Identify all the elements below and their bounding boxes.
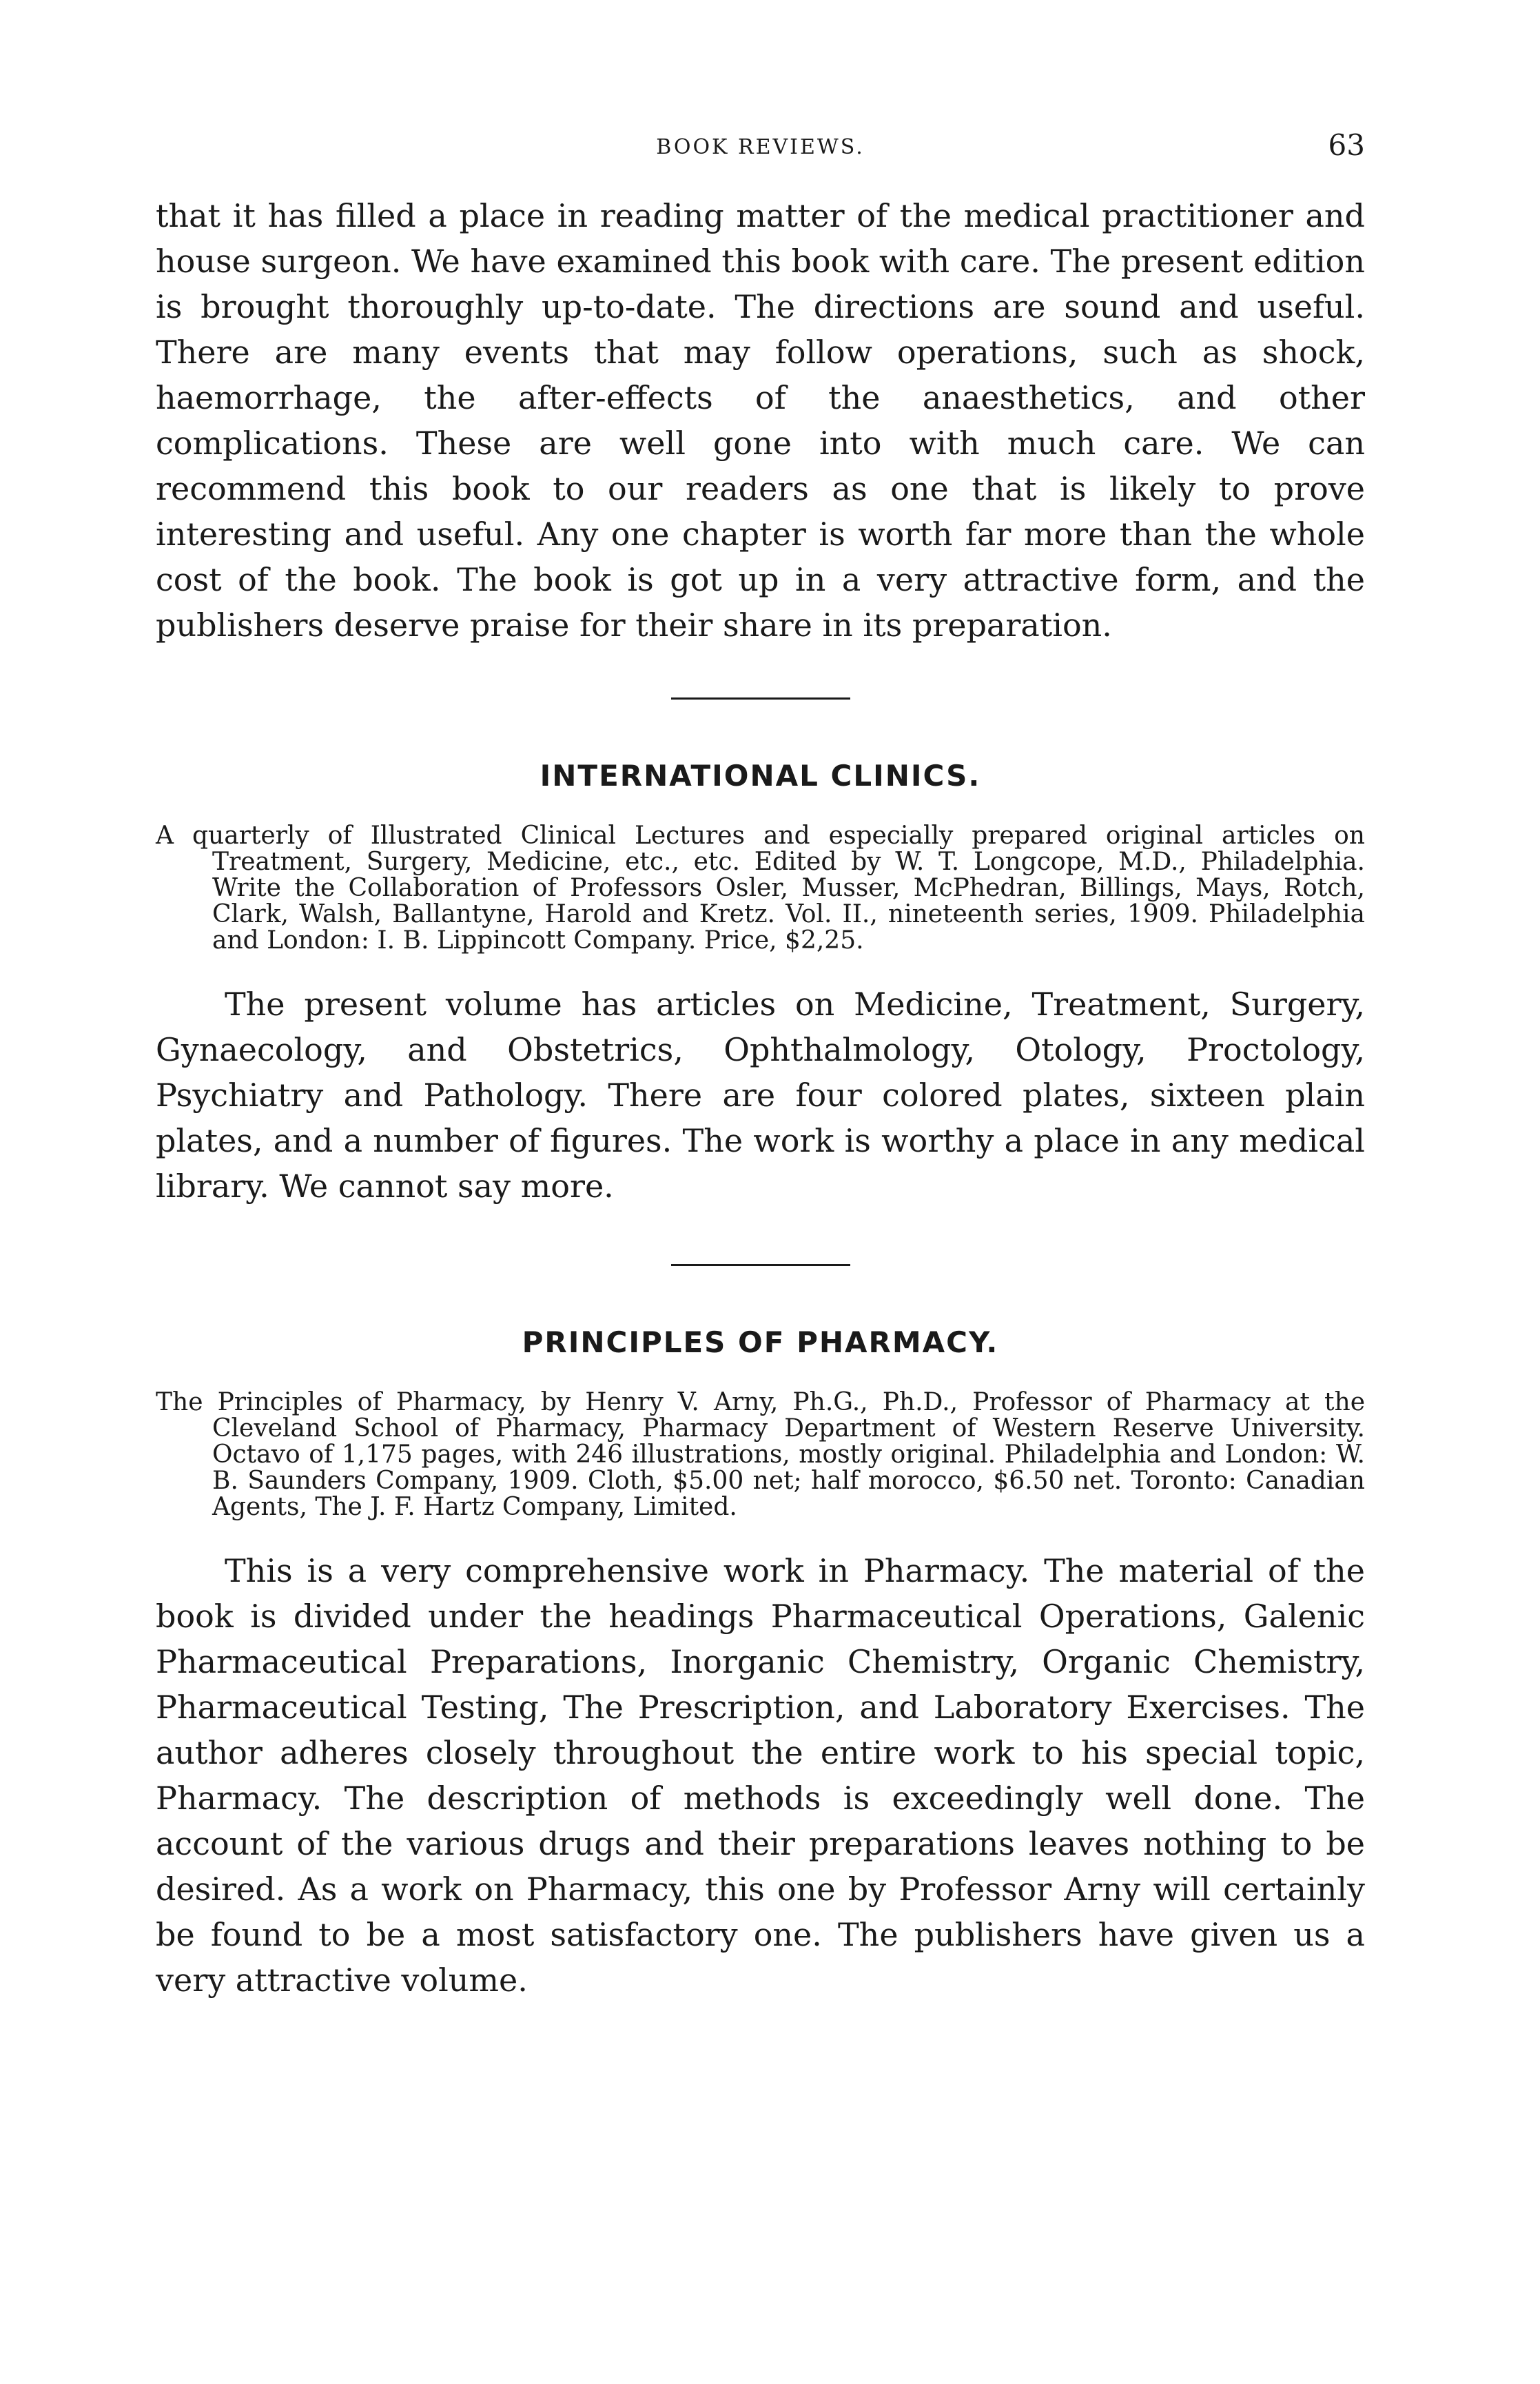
review-title-principles-of-pharmacy: PRINCIPLES OF PHARMACY.	[522, 1325, 999, 1359]
citation-principles-of-pharmacy: The Principles of Pharmacy, by Henry V. Arny, Ph.G., Ph.D., Professor of Pharmacy at the Cleveland School of Pharmacy, Pharmacy Department of Western Reserve University. Octavo of 1,175 pages, with 246 illustrations, mostly original. Philadelphia and London: W. B. Saunders Company, 1909. Cloth, $5.00 net; half morocco, $6.50 net. Toronto: Canadian Agents, The J. F. Hartz Company, Limited.	[156, 1388, 1365, 1521]
running-header	[156, 124, 1365, 165]
page-number: 63	[1328, 128, 1365, 162]
review-body-principles-of-pharmacy: This is a very comprehensive work in Pharmacy. The material of the book is divided under the headings Pharmaceutical Operations, Galenic Pharmaceutical Preparations, Inorganic Chemistry, Organic Chemistry, Pharmaceutical Testing, The Prescription, and Laboratory Exercises. The author adheres closely throughout the entire work to his special topic, Pharmacy. The description of methods is exceedingly well done. The account of the various drugs and their preparations leaves nothing to be desired. As a work on Pharmacy, this one by Professor Arny will certainly be found to be a most satisfactory one. The publishers have given us a very attractive volume.	[156, 1552, 1365, 1999]
continued-review-paragraph: that it has filled a place in reading matter of the medical practitioner and house surgeon. We have examined this book with care. The present edition is brought thoroughly up-to-date. The directions are sound and useful. There are many events that may follow operations, such as shock, haemorrhage, the after-effects of the anaesthetics, and other complications. These are well gone into with much care. We can recommend this book to our readers as one that is likely to prove interesting and useful. Any one chapter is worth far more than the whole cost of the book. The book is got up in a very attractive form, and the publishers deserve praise for their share in its preparation.	[156, 197, 1365, 644]
book-page	[156, 124, 1365, 2003]
running-title: BOOK REVIEWS.	[656, 135, 865, 159]
citation-international-clinics: A quarterly of Illustrated Clinical Lectures and especially prepared original articles on Treatment, Surgery, Medicine, etc., etc. Edited by W. T. Longcope, M.D., Philadelphia. Write the Collaboration of Professors Osler, Musser, McPhedran, Billings, Mays, Rotch, Clark, Walsh, Ballantyne, Harold and Kretz. Vol. II., nineteenth series, 1909. Philadelphia and London: I. B. Lippincott Company. Price, $2,25.	[156, 822, 1365, 955]
review-body-international-clinics: The present volume has articles on Medicine, Treatment, Surgery, Gynaecology, and Obstetrics, Ophthalmology, Otology, Proctology, Psychiatry and Pathology. There are four colored plates, sixteen plain plates, and a number of figures. The work is worthy a place in any medical library. We cannot say more.	[156, 986, 1365, 1205]
section-divider	[671, 1264, 850, 1266]
review-title-international-clinics: INTERNATIONAL CLINICS.	[540, 759, 981, 793]
section-divider	[671, 697, 850, 700]
